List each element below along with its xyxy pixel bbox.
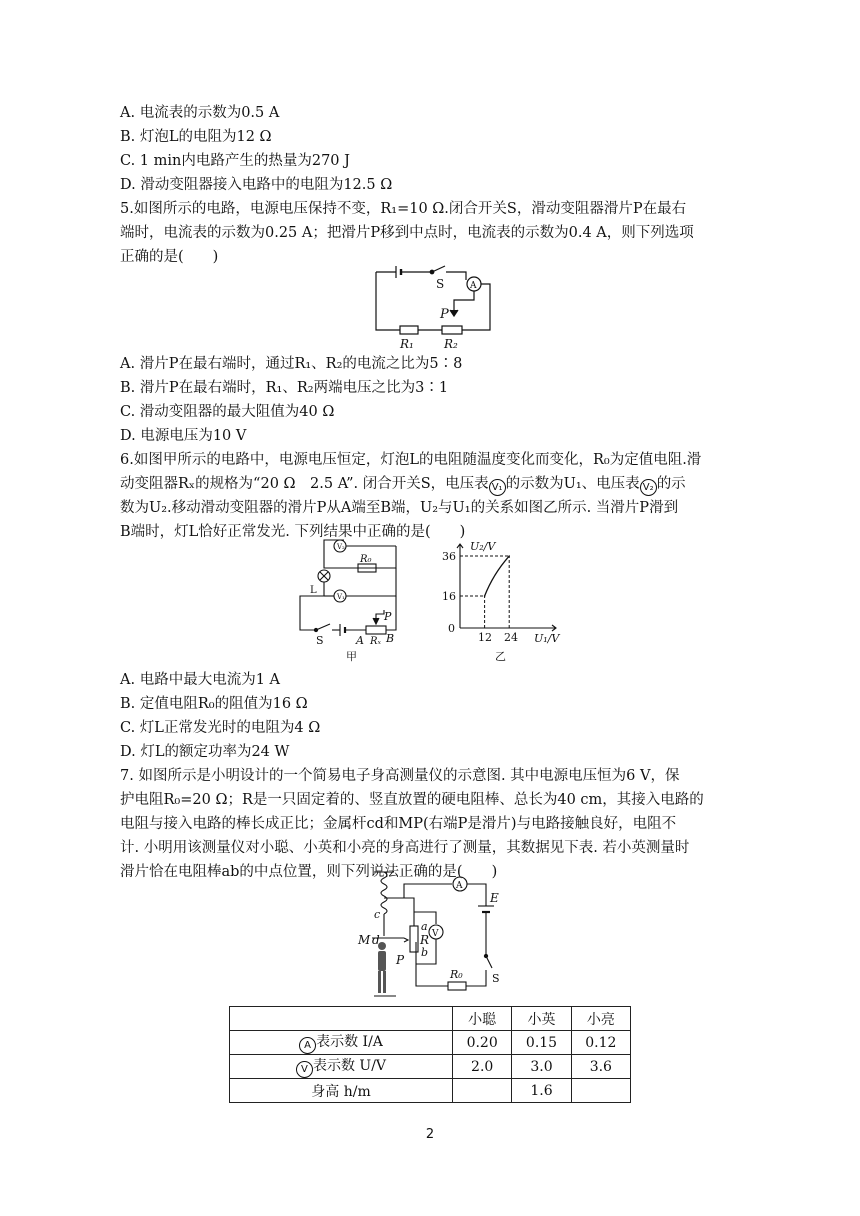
- q7-stem-line-1: 7. 如图所示是小明设计的一个简易电子身高测量仪的示意图. 其中电源电压恒为6 V，保: [120, 768, 680, 784]
- table-row: [230, 1031, 631, 1055]
- ammeter-icon: A: [299, 1037, 316, 1054]
- row-label-text: 表示数 I/A: [316, 1034, 383, 1050]
- q7-stem-line-2: 护电阻R₀=20 Ω；R是一只固定着的、竖直放置的硬电阻棒、总长为40 cm，其接入电路的: [120, 792, 704, 808]
- fig-a-label-rx: Rₓ: [370, 636, 382, 647]
- q5-circuit-figure: [370, 262, 500, 350]
- q6-stem-line-2a: 动变阻器Rₓ的规格为“20 Ω 2.5 A”. 闭合开关S，电压表: [120, 476, 489, 492]
- q5-option-a: A. 滑片P在最右端时，通过R₁、R₂的电流之比为5∶8: [120, 356, 463, 372]
- voltmeter-v2-icon: V₂: [640, 479, 657, 496]
- table-cell: 0.20: [453, 1031, 512, 1055]
- q5-label-r1: R₁: [400, 337, 414, 350]
- table-header-cell: 小聪: [453, 1007, 512, 1031]
- person-icon: [378, 942, 386, 993]
- q5-label-ammeter: A: [470, 281, 477, 291]
- fig-b-ytick-16: 16: [442, 590, 456, 603]
- q6-stem-line-2c: 的示: [656, 476, 686, 492]
- fig-b-marks: [460, 555, 510, 628]
- fig-b-ylabel: U₂/V: [470, 540, 496, 553]
- q6-stem-line-3: 数为U₂.移动滑动变阻器的滑片P从A端至B端，U₂与U₁的关系如图乙所示. 当滑片P滑到: [120, 500, 679, 516]
- q7-label-c: c: [374, 908, 381, 921]
- fig-b-caption: 乙: [495, 650, 506, 662]
- q5-option-b: B. 滑片P在最右端时，R₁、R₂两端电压之比为3∶1: [120, 380, 449, 396]
- table-cell: 2.0: [453, 1055, 512, 1079]
- table-header-row: [230, 1007, 631, 1031]
- table-cell: [453, 1079, 512, 1103]
- q5-label-slider: P: [440, 307, 449, 322]
- q4-option-c: C. 1 min内电路产生的热量为270 J: [120, 153, 350, 169]
- q7-height-meter-figure: [354, 868, 514, 1006]
- q7-stem-line-3: 电阻与接入电路的棒长成正比；金属杆cd和MP(右端P是滑片)与电路接触良好，电阻不: [120, 816, 677, 832]
- table-header-cell: 小英: [512, 1007, 571, 1031]
- q6-stem-line-1: 6.如图甲所示的电路中，电源电压恒定，灯泡L的电阻随温度变化而变化，R₀为定值电阻.滑: [120, 452, 702, 468]
- q5-stem-line-1: 5.如图所示的电路，电源电压保持不变，R₁=10 Ω.闭合开关S，滑动变阻器滑片P在最右: [120, 201, 687, 217]
- q4-option-d: D. 滑动变阻器接入电路中的电阻为12.5 Ω: [120, 177, 393, 193]
- table-row-label: 身高 h/m: [230, 1079, 453, 1103]
- fig-a-label-a: A: [356, 634, 364, 647]
- fig-b-xtick-12: 12: [478, 631, 492, 644]
- q7-label-d: d: [372, 933, 380, 947]
- table-header-cell: 小亮: [571, 1007, 630, 1031]
- q6-stem-line-4: B端时，灯L恰好正常发光. 下列结果中正确的是( ): [120, 524, 466, 540]
- q7-label-v: V: [432, 929, 439, 939]
- q4-option-b: B. 灯泡L的电阻为12 Ω: [120, 129, 272, 145]
- q7-data-table: [229, 1006, 631, 1103]
- q7-label-r: R: [420, 933, 430, 947]
- q5-stem-line-2: 端时，电流表的示数为0.25 A；把滑片P移到中点时，电流表的示数为0.4 A，则下列选项: [120, 225, 694, 241]
- page-number: 2: [425, 1127, 435, 1142]
- q6-option-a: A. 电路中最大电流为1 A: [120, 672, 280, 688]
- fig-b-data-point: [484, 595, 486, 597]
- fig-a-label-p: P: [384, 610, 392, 623]
- voltmeter-icon: V: [296, 1061, 313, 1078]
- q6-circuit-figure-a: [294, 538, 416, 662]
- table-cell: 0.15: [512, 1031, 571, 1055]
- table-cell: 3.6: [571, 1055, 630, 1079]
- voltmeter-v1-icon: V₁: [489, 479, 506, 496]
- q7-label-a: a: [421, 920, 428, 933]
- fig-a-label-v2: V₂: [337, 543, 345, 551]
- q7-label-s: S: [492, 972, 500, 985]
- q7-label-m: M: [358, 933, 371, 947]
- table-cell: [571, 1079, 630, 1103]
- q7-label-b: b: [421, 946, 429, 959]
- fig-a-label-v1: V₁: [337, 593, 345, 601]
- table-row-label: [230, 1055, 453, 1079]
- fig-b-series-line: [485, 556, 510, 596]
- q6-stem-line-2: [120, 474, 686, 496]
- q6-option-c: C. 灯L正常发光时的电阻为4 Ω: [120, 720, 321, 736]
- fig-a-label-b: B: [386, 632, 395, 645]
- q7-label-e: E: [490, 891, 499, 905]
- q7-stem-line-4: 计. 小明用该测量仪对小聪、小英和小亮的身高进行了测量，其数据见下表. 若小英测量时: [120, 840, 690, 856]
- fig-b-origin: 0: [448, 622, 455, 635]
- q4-option-a: A. 电流表的示数为0.5 A: [120, 105, 280, 121]
- fig-a-caption: 甲: [346, 650, 357, 662]
- fig-b-xlabel: U₁/V: [534, 632, 560, 645]
- q5-option-c: C. 滑动变阻器的最大阻值为40 Ω: [120, 404, 335, 420]
- q6-graph-figure-b: [440, 538, 566, 662]
- q7-stem-line-5: 滑片恰在电阻棒ab的中点位置，则下列说法正确的是( ): [120, 864, 498, 880]
- table-cell: 3.0: [512, 1055, 571, 1079]
- q6-stem-line-2b: 的示数为U₁、电压表: [505, 476, 640, 492]
- fig-b-xtick-24: 24: [504, 631, 518, 644]
- table-header-cell: [230, 1007, 453, 1031]
- table-row: [230, 1079, 631, 1103]
- fig-b-ytick-36: 36: [442, 550, 456, 563]
- row-label-text: 表示数 U/V: [312, 1058, 387, 1074]
- fig-b-data-point: [508, 555, 510, 557]
- q7-label-p: P: [396, 953, 405, 967]
- spring-icon: [381, 872, 387, 914]
- fig-a-label-lamp: L: [310, 585, 317, 596]
- table-row-label: [230, 1031, 453, 1055]
- fig-a-label-switch: S: [316, 634, 324, 647]
- fig-a-label-r0: R₀: [360, 554, 372, 565]
- q5-option-d: D. 电源电压为10 V: [120, 428, 247, 444]
- table-row: [230, 1055, 631, 1079]
- q6-option-d: D. 灯L的额定功率为24 W: [120, 744, 290, 760]
- q5-label-r2: R₂: [444, 337, 458, 350]
- q5-stem-line-3: 正确的是( ): [120, 249, 219, 265]
- q7-label-r0: R₀: [450, 968, 463, 981]
- table-cell: 0.12: [571, 1031, 630, 1055]
- q5-label-switch: S: [436, 277, 445, 291]
- q7-label-ammeter: A: [456, 881, 463, 891]
- table-cell: 1.6: [512, 1079, 571, 1103]
- q6-option-b: B. 定值电阻R₀的阻值为16 Ω: [120, 696, 308, 712]
